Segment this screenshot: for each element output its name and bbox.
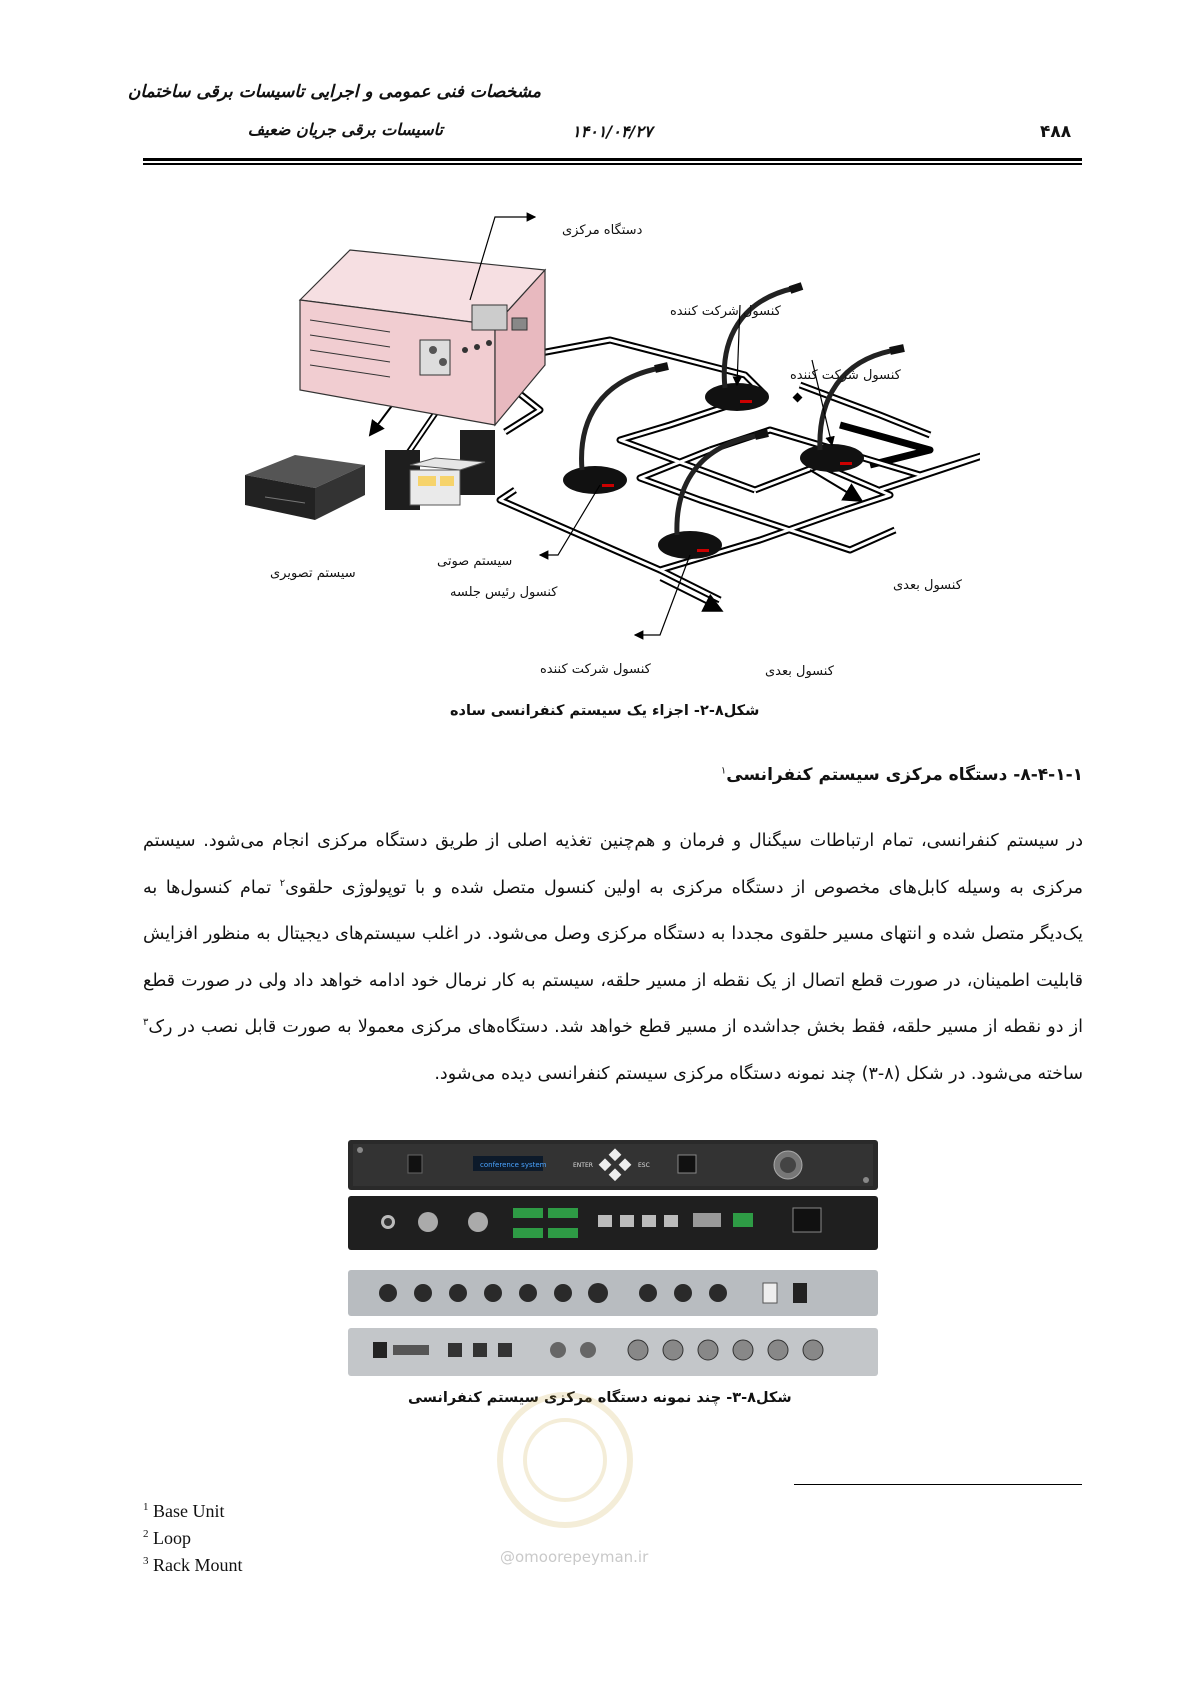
page-number: ۴۸۸ <box>1040 122 1072 142</box>
document-title: مشخصات فنی عمومی و اجرایی تاسیسات برقی ساختمان <box>127 82 541 102</box>
footnote-ref: ۳ <box>143 1017 149 1029</box>
enter-key-label: ENTER <box>573 1162 593 1169</box>
watermark-seal-icon <box>480 1380 650 1530</box>
display-text: conference system <box>480 1161 547 1169</box>
section-title <box>721 765 1083 785</box>
participant-console-icon <box>800 348 904 472</box>
label-next-console: کنسول بعدی <box>765 664 834 679</box>
watermark-text: @omoorepeyman.ir <box>500 1548 649 1566</box>
label-chairman-console: کنسول رئیس جلسه <box>450 585 558 600</box>
figure-caption: شکل۸-۳- چند نمونه دستگاه مرکزی سیستم کنفرانسی <box>408 1390 792 1406</box>
footnote-separator <box>794 1484 1082 1485</box>
footnote-number: 1 <box>143 1501 149 1513</box>
label-participant-console: کنسول شرکت کننده <box>540 662 651 677</box>
label-participant-console: کنسول شرکت کننده <box>670 304 781 319</box>
footnote <box>143 1523 243 1550</box>
central-unit-icon <box>300 250 545 425</box>
footnote-number: 3 <box>143 1555 149 1567</box>
label-next-console: کنسول بعدی <box>893 578 962 593</box>
footnote-text: Rack Mount <box>153 1555 243 1575</box>
footnotes <box>143 1496 243 1577</box>
label-central-unit: دستگاه مرکزی <box>562 223 643 238</box>
header-rule <box>143 158 1082 161</box>
figure-caption: شکل۸-۲- اجزاء یک سیستم کنفرانسی ساده <box>450 703 760 719</box>
conference-system-diagram <box>240 200 980 670</box>
header-date: ۱۴۰۱/۰۴/۲۷ <box>572 122 653 141</box>
section-title-text: ۸-۴-۱-۱- دستگاه مرکزی سیستم کنفرانسی <box>726 765 1083 785</box>
label-video-system: سیستم تصویری <box>270 566 356 581</box>
footnote-number: 2 <box>143 1528 149 1540</box>
rack-units-photo <box>348 1140 878 1382</box>
video-system-icon <box>245 455 365 520</box>
footnote-ref: ۲ <box>279 877 286 889</box>
footnote-text: Loop <box>153 1528 191 1548</box>
body-paragraph <box>143 818 1083 1097</box>
footnote <box>143 1550 243 1577</box>
esc-key-label: ESC <box>638 1162 650 1169</box>
footnote-ref: ۱ <box>720 765 727 777</box>
chapter-title: تاسیسات برقی جریان ضعیف <box>247 120 443 139</box>
paragraph-text: در سیستم کنفرانسی، تمام ارتباطات سیگنال و فرمان و هم‌چنین تغذیه اصلی از طریق دستگاه مرکزی انجام می‌شود. سیستم مرکزی به وسیله کابل‌های مخصوص از دستگاه مرکزی به اولین کنسول متصل شده و با توپولوژی حلقوی <box>143 831 1084 898</box>
label-audio-system: سیستم صوتی <box>437 554 513 569</box>
footnote-text: Base Unit <box>153 1501 225 1521</box>
label-participant-console: کنسول شرکت کننده <box>790 368 901 383</box>
paragraph-text: تمام کنسول‌ها به یک‌دیگر متصل شده و انتهای مسیر حلقوی مجددا به دستگاه مرکزی وصل می‌شود. در اغلب سیستم‌های دیجیتال به منظور افزایش قابلیت اطمینان، در صورت قطع اتصال از یک نقطه از مسیر حلقه، سیستم به کار نرمال خود ادامه خواهد داد ولی در صورت قطع از دو نقطه از مسیر حلقه، فقط بخش جداشده از مسیر قطع خواهد شد. دستگاه‌های مرکزی معمولا به صورت قابل نصب در رک <box>143 877 1083 1037</box>
footnote <box>143 1496 243 1523</box>
header-rule-thin <box>143 163 1082 165</box>
audio-system-icon <box>385 430 495 510</box>
paragraph-text: ساخته می‌شود. در شکل (۸-۳) چند نمونه دستگاه مرکزی سیستم کنفرانسی دیده می‌شود. <box>434 1063 1083 1084</box>
